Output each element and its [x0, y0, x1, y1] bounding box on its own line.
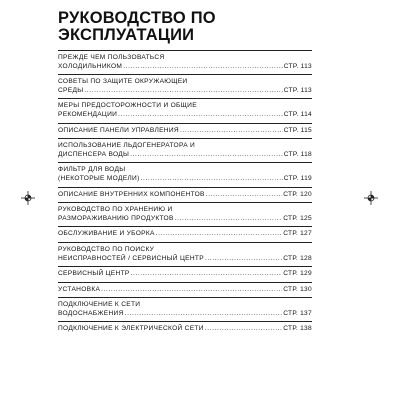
- dot-leader: [206, 191, 282, 200]
- toc-entry-row: [58, 270, 312, 279]
- toc-entry[interactable]: [58, 138, 312, 162]
- toc-entry-text: ИСПОЛЬЗОВАНИЕ ЛЬДОГЕНЕРАТОРА И: [58, 142, 196, 150]
- toc-entry-text: ОПИСАНИЕ ВНУТРЕННИХ КОМПОНЕНТОВ: [58, 190, 205, 198]
- toc-entry-row: [58, 175, 312, 184]
- toc-entry-row: [58, 325, 312, 334]
- toc-entry-row: [58, 286, 312, 295]
- toc-page-number: СТР. 128: [283, 254, 312, 262]
- dot-leader: [84, 87, 282, 96]
- toc-entry[interactable]: [58, 266, 312, 282]
- toc-entry-row: [58, 255, 312, 264]
- toc-entry-row: [58, 191, 312, 200]
- toc-entry-text: ХОЛОДИЛЬНИКОМ: [58, 62, 123, 70]
- title-line-2: ЭКСПЛУАТАЦИИ: [58, 26, 195, 44]
- toc-entry[interactable]: [58, 202, 312, 226]
- document-page: [58, 10, 312, 337]
- toc-entry[interactable]: [58, 123, 312, 139]
- toc-entry-text: (НЕКОТОРЫЕ МОДЕЛИ): [58, 174, 140, 182]
- toc-entry-text: СОВЕТЫ ПО ЗАЩИТЕ ОКРУЖАЮЩЕЙ: [58, 78, 188, 86]
- toc-page-number: СТР. 125: [283, 214, 312, 222]
- toc-entry[interactable]: [58, 162, 312, 186]
- toc-entry[interactable]: [58, 242, 312, 266]
- toc-page-number: СТР. 118: [283, 150, 312, 158]
- toc-entry-text: РУКОВОДСТВО ПО ПОИСКУ: [58, 245, 155, 253]
- toc-page-number: СТР. 129: [283, 270, 312, 278]
- toc-entry-text: ПОДКЛЮЧЕНИЕ К ЭЛЕКТРИЧЕСКОЙ СЕТИ: [58, 325, 204, 333]
- table-of-contents: [58, 50, 312, 337]
- toc-page-number: СТР. 113: [283, 62, 312, 70]
- toc-entry-row: [58, 63, 312, 72]
- toc-entry-row: [58, 127, 312, 136]
- toc-entry-text: ДИСПЕНСЕРА ВОДЫ: [58, 150, 130, 158]
- toc-page-number: СТР. 137: [283, 309, 312, 317]
- dot-leader: [205, 325, 282, 334]
- dot-leader: [118, 111, 283, 120]
- toc-entry[interactable]: [58, 74, 312, 98]
- toc-entry-text: УСТАНОВКА: [58, 285, 101, 293]
- toc-entry-row: [58, 230, 312, 239]
- toc-entry-text: НЕИСПРАВНОСТЕЙ / СЕРВИСНЫЙ ЦЕНТР: [58, 254, 204, 262]
- toc-entry-text: РУКОВОДСТВО ПО ХРАНЕНИЮ И: [58, 206, 173, 214]
- toc-entry-text: ОПИСАНИЕ ПАНЕЛИ УПРАВЛЕНИЯ: [58, 126, 179, 134]
- dot-leader: [205, 255, 282, 264]
- toc-page-number: СТР. 115: [283, 126, 312, 134]
- dot-leader: [131, 270, 283, 279]
- toc-page-number: СТР. 114: [283, 110, 312, 118]
- toc-page-number: СТР. 120: [283, 190, 312, 198]
- toc-entry-text: СРЕДЫ: [58, 86, 84, 94]
- toc-page-number: СТР. 138: [283, 325, 312, 333]
- toc-entry-row: [58, 151, 312, 160]
- registration-mark-right-icon: [364, 191, 378, 205]
- dot-leader: [141, 175, 283, 184]
- toc-entry-text: СЕРВИСНЫЙ ЦЕНТР: [58, 270, 130, 278]
- toc-entry[interactable]: [58, 187, 312, 203]
- toc-entry-text: РЕКОМЕНДАЦИИ: [58, 110, 118, 118]
- dot-leader: [175, 215, 283, 224]
- registration-mark-left-icon: [21, 191, 35, 205]
- toc-page-number: СТР. 127: [283, 230, 312, 238]
- toc-entry-row: [58, 111, 312, 120]
- toc-entry[interactable]: [58, 297, 312, 321]
- toc-entry[interactable]: [58, 282, 312, 298]
- toc-entry-text: ОБСЛУЖИВАНИЕ И УБОРКА: [58, 230, 155, 238]
- toc-entry-text: ВОДОСНАБЖЕНИЯ: [58, 309, 124, 317]
- dot-leader: [130, 151, 283, 160]
- dot-leader: [125, 310, 283, 319]
- toc-page-number: СТР. 119: [283, 174, 312, 182]
- toc-entry[interactable]: [58, 226, 312, 242]
- toc-entry[interactable]: [58, 98, 312, 122]
- title-line-1: РУКОВОДСТВО ПО: [58, 9, 216, 27]
- toc-entry-text: МЕРЫ ПРЕДОСТОРОЖНОСТИ И ОБЩИЕ: [58, 102, 197, 110]
- toc-entry-text: ФИЛЬТР ДЛЯ ВОДЫ: [58, 166, 126, 174]
- toc-entry-row: [58, 310, 312, 319]
- toc-entry-row: [58, 87, 312, 96]
- page-title: [58, 10, 312, 44]
- dot-leader: [123, 63, 283, 72]
- toc-entry-text: ПОДКЛЮЧЕНИЕ К СЕТИ: [58, 301, 141, 309]
- dot-leader: [180, 127, 283, 136]
- toc-page-number: СТР. 130: [283, 285, 312, 293]
- toc-entry[interactable]: [58, 321, 312, 337]
- dot-leader: [156, 230, 283, 239]
- toc-entry-text: РАЗМОРАЖИВАНИЮ ПРОДУКТОВ: [58, 214, 174, 222]
- toc-entry-text: ПРЕЖДЕ ЧЕМ ПОЛЬЗОВАТЬСЯ: [58, 54, 165, 61]
- toc-entry[interactable]: [58, 50, 312, 74]
- toc-page-number: СТР. 113: [283, 86, 312, 94]
- toc-entry-row: [58, 215, 312, 224]
- dot-leader: [101, 286, 282, 295]
